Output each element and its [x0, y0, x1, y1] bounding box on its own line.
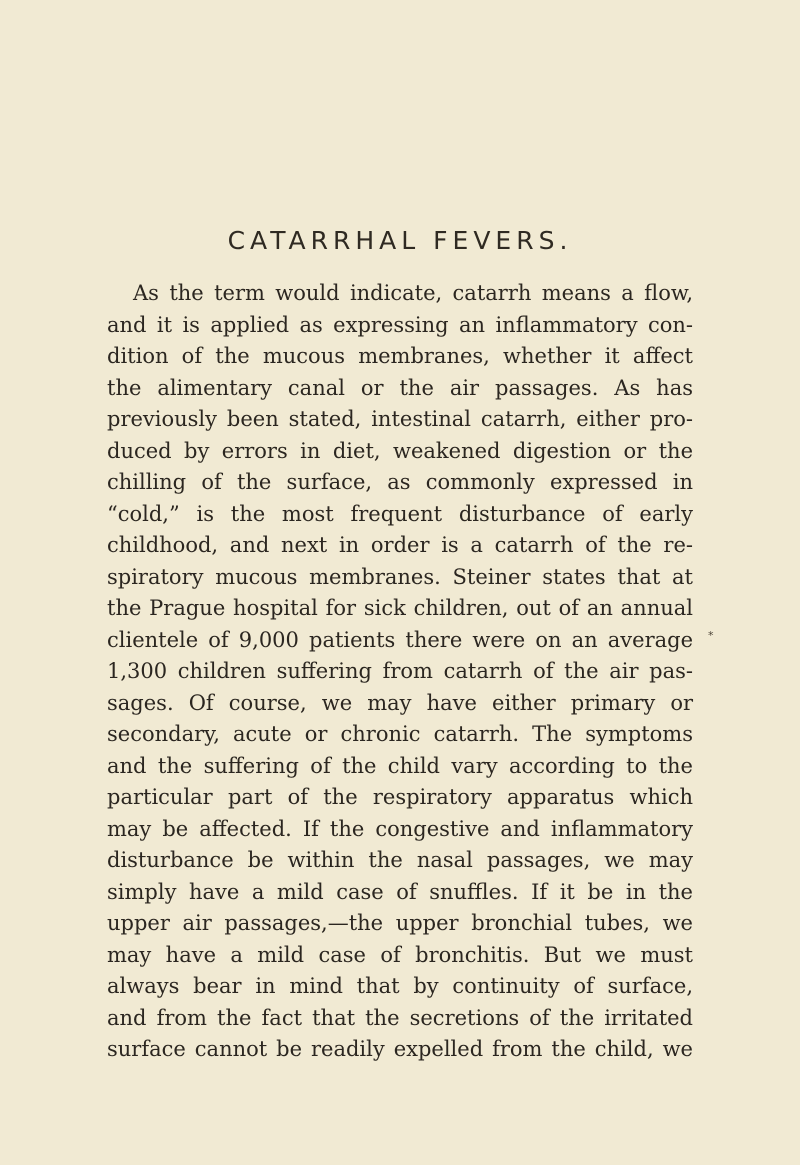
text-line: duced by errors in diet, weakened digestion or the	[107, 438, 693, 463]
text-line: clientele of 9,000 patients there were on an average	[107, 627, 693, 652]
text-line: and it is applied as expressing an inflammatory con-	[107, 312, 693, 337]
margin-mark: *	[708, 629, 714, 642]
text-line: the Prague hospital for sick children, out of an annual	[107, 596, 693, 620]
text-line: “cold,” is the most frequent disturbance of early	[107, 501, 693, 526]
text-line: As the term would indicate, catarrh means a flow,	[133, 281, 693, 305]
text-line: surface cannot be readily expelled from the child, we	[107, 1037, 693, 1061]
text-line: spiratory mucous membranes. Steiner states that at	[107, 564, 693, 589]
text-line: disturbance be within the nasal passages, we may	[107, 848, 693, 872]
body-text	[107, 278, 693, 1066]
text-line: particular part of the respiratory apparatus which	[107, 785, 693, 809]
text-line: and the suffering of the child vary according to the	[107, 753, 693, 778]
text-line: secondary, acute or chronic catarrh. The symptoms	[107, 722, 693, 746]
text-line: always bear in mind that by continuity of surface,	[107, 974, 693, 998]
text-line: previously been stated, intestinal catarrh, either pro-	[107, 407, 693, 431]
text-line: and from the fact that the secretions of the irritated	[107, 1005, 693, 1030]
text-line: upper air passages,—the upper bronchial tubes, we	[107, 911, 693, 935]
text-line: dition of the mucous membranes, whether it affect	[107, 344, 693, 368]
text-line: may have a mild case of bronchitis. But we must	[107, 942, 693, 967]
text-line: simply have a mild case of snuffles. If it be in the	[107, 879, 693, 904]
text-line: the alimentary canal or the air passages. As has	[107, 375, 693, 400]
text-line: childhood, and next in order is a catarrh of the re-	[107, 533, 693, 557]
text-line: sages. Of course, we may have either primary or	[107, 690, 693, 715]
text-line: 1,300 children suffering from catarrh of the air pas-	[107, 659, 693, 683]
text-line: may be affected. If the congestive and inflammatory	[107, 816, 693, 841]
chapter-heading: CATARRHAL FEVERS.	[227, 226, 573, 255]
text-line: chilling of the surface, as commonly expressed in	[107, 470, 693, 494]
